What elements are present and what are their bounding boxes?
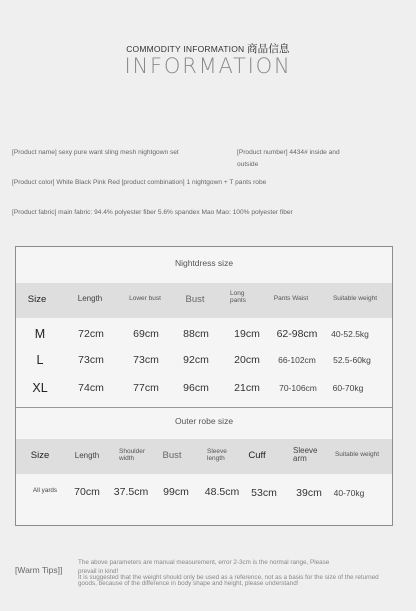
info-product-number-2: outside [237,161,259,168]
table-row: XL 74cm 77cm 96cm 21cm 70-106cm 60-70kg [32,381,364,395]
info-product-color: [Product color] White Black Pink Red [product combination] 1 nightgown + T pants robe [12,179,267,186]
table-row: M 72cm 69cm 88cm 19cm 62-98cm 40-52.5kg [34,327,369,341]
nd-header-pants-waist: Pants Waist [273,295,309,302]
robe-header-suitable-weight: Suitable weight [334,451,380,458]
robe-header-sleeve-length: Sleeve length [207,448,227,462]
warm-tips-line-4: goods, because of the difference in body shape and height, please understand! [78,580,299,587]
robe-header-size: Size [30,450,50,461]
robe-title: Outer robe size [174,416,234,426]
info-product-fabric: [Product fabric] main fabric: 94.4% polyester fiber 5.6% spandex Mao Mao: 100% polyester fiber [12,209,293,216]
table-row: All yards 70cm 37.5cm 99cm 48.5cm 53cm 39cm 40-70kg [32,486,365,499]
robe-header-row [16,439,392,474]
info-product-name: [Product name] sexy pure want sling mesh nightgown set [12,149,179,156]
warm-tips-line-1: The above parameters are manual measurement, error 2-3cm is the normal range, Please [78,559,330,566]
nd-header-bust: Bust [185,294,205,305]
nightdress-title: Nightdress size [174,258,234,268]
robe-header-length: Length [74,451,100,460]
table-row: L 73cm 73cm 92cm 20cm 66-102cm 52.5-60kg [36,353,371,367]
table-divider [16,407,392,408]
header-subtitle-cn: 商品信息 [246,43,290,55]
warm-tips-line-2: prevail in kind! [78,568,119,575]
nd-header-size: Size [27,294,47,305]
nd-header-lower-bust: Lower bust [129,295,161,302]
header-title: INFORMATION [124,54,292,78]
nd-header-long-pants: Long pants [230,290,246,304]
warm-tips-line-3: It is suggested that the weight should only be used as a reference, not as a basis for the size of the returned [78,574,379,581]
warm-tips-label: [Warm Tips]] [15,565,63,575]
size-table [15,246,393,526]
nd-header-length: Length [77,294,103,303]
nd-header-suitable-weight: Suitable weight [332,295,378,302]
robe-header-cuff: Cuff [248,450,266,461]
robe-header-shoulder-width: Shoulder width [119,448,146,462]
nightdress-header-row [16,283,392,318]
robe-header-sleeve-arm: Sleeve arm [293,446,318,463]
header-subtitle-en: COMMODITY INFORMATION [126,44,245,54]
robe-header-bust: Bust [162,450,182,461]
info-product-number-1: [Product number] 4434# inside and [237,149,340,156]
